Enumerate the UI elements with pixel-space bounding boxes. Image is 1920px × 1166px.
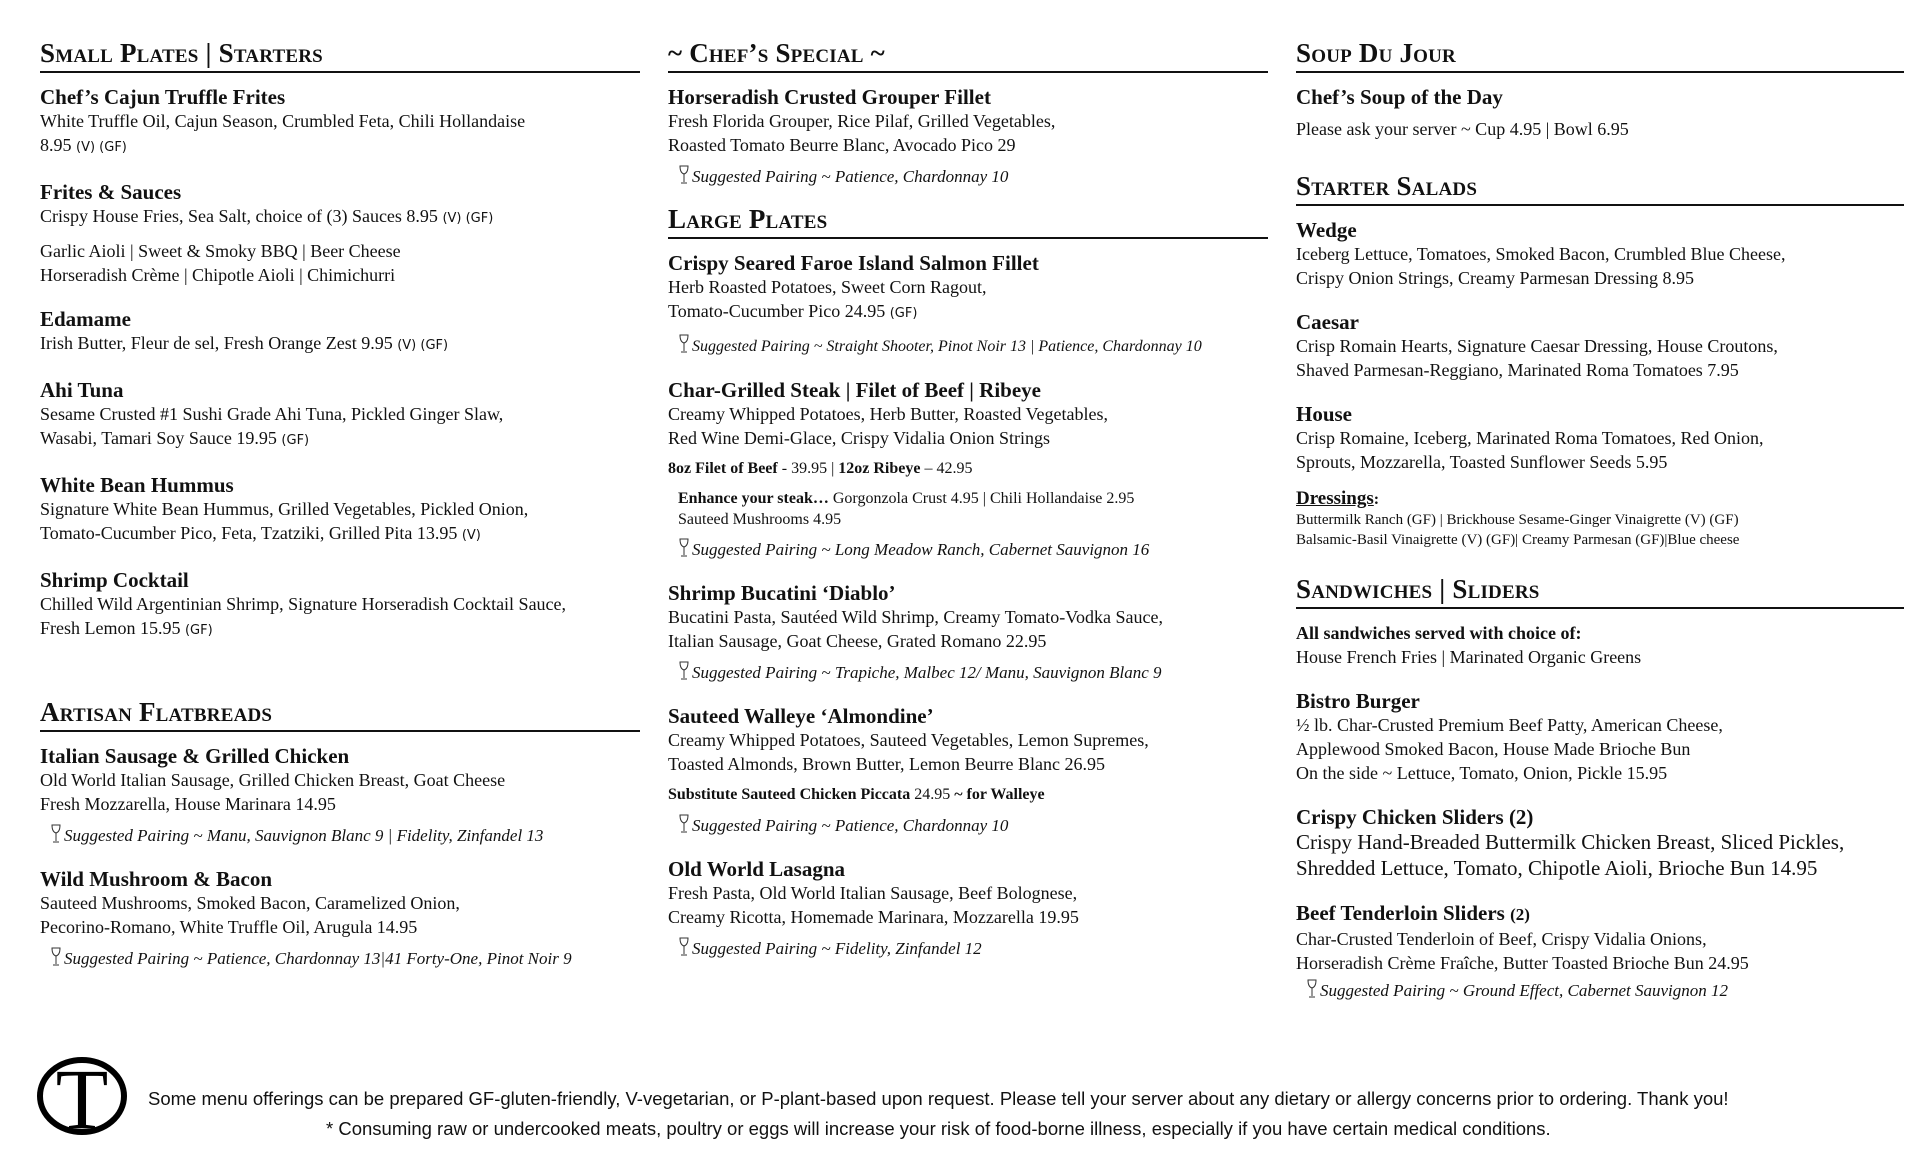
item-name: Chef’s Cajun Truffle Frites — [40, 85, 286, 109]
item-description: Crisp Romaine, Iceberg, Marinated Roma Tomatoes, Red Onion, — [1296, 428, 1764, 448]
menu-item — [1296, 218, 1904, 290]
item-name: Wild Mushroom & Bacon — [40, 867, 273, 891]
item-name: Ahi Tuna — [40, 378, 124, 402]
item-description: Old World Italian Sausage, Grilled Chicken Breast, Goat Cheese — [40, 770, 506, 790]
menu-item — [1296, 85, 1904, 141]
sauce-options: Horseradish Crème | Chipotle Aioli | Chimichurri — [40, 265, 396, 285]
dressings-list: Balsamic-Basil Vinaigrette (V) (GF)| Creamy Parmesan (GF)|Blue cheese — [1296, 532, 1740, 548]
menu-item — [40, 568, 640, 643]
sandwich-intro — [1296, 621, 1904, 669]
menu-item — [668, 857, 1268, 960]
wine-glass-icon — [678, 937, 690, 957]
item-name: Shrimp Cocktail — [40, 568, 189, 592]
menu-item — [40, 180, 640, 287]
wine-pairing: Suggested Pairing ~ Ground Effect, Cabernet Sauvignon 12 — [1306, 979, 1904, 1002]
column-middle — [668, 38, 1268, 980]
steak-enhancements: Sauteed Mushrooms 4.95 — [678, 511, 842, 528]
item-description — [40, 616, 640, 643]
item-description: Char-Crusted Tenderloin of Beef, Crispy Vidalia Onions, — [1296, 929, 1707, 949]
item-description: Toasted Almonds, Brown Butter, Lemon Beurre Blanc 26.95 — [668, 754, 1105, 774]
sides-options: House French Fries | Marinated Organic Greens — [1296, 647, 1642, 667]
substitution-option: Substitute Sauteed Chicken Piccata 24.95 ~ for Walleye — [668, 786, 1045, 803]
sauce-options: Garlic Aioli | Sweet & Smoky BBQ | Beer Cheese — [40, 241, 401, 261]
menu-item — [1296, 689, 1904, 785]
item-name: Frites & Sauces — [40, 180, 182, 204]
item-name: Old World Lasagna — [668, 857, 846, 881]
dietary-note: Some menu offerings can be prepared GF-gluten-friendly, V-vegetarian, or P-plant-based upon request. Please tell your server about any dietary or allergy concerns prior to ordering. Thank you! — [148, 1088, 1729, 1109]
item-description-text: Tomato-Cucumber Pico, Feta, Tzatziki, Grilled Pita 13.95 — [40, 523, 462, 543]
menu-item — [668, 251, 1268, 358]
section-title-flatbreads: Artisan Flatbreads — [40, 697, 640, 732]
item-description: Crispy Onion Strings, Creamy Parmesan Dressing 8.95 — [1296, 268, 1694, 288]
item-name: Beef Tenderloin Sliders (2) — [1296, 901, 1530, 925]
steak-options: 8oz Filet of Beef - 39.95 | 12oz Ribeye – 42.95 — [668, 460, 973, 477]
item-description-text: Irish Butter, Fleur de sel, Fresh Orange Zest 9.95 — [40, 333, 398, 353]
wine-glass-icon — [678, 814, 690, 834]
dietary-tags: (GF) — [889, 306, 918, 321]
item-description — [40, 331, 640, 358]
item-name: House — [1296, 402, 1353, 426]
item-description: Italian Sausage, Goat Cheese, Grated Romano 22.95 — [668, 631, 1047, 651]
item-name: Caesar — [1296, 310, 1359, 334]
item-description: Fresh Florida Grouper, Rice Pilaf, Grilled Vegetables, — [668, 111, 1056, 131]
item-name: Italian Sausage & Grilled Chicken — [40, 744, 350, 768]
item-description: Creamy Ricotta, Homemade Marinara, Mozzarella 19.95 — [668, 907, 1079, 927]
item-name: Wedge — [1296, 218, 1357, 242]
menu-item — [40, 307, 640, 358]
item-name: Edamame — [40, 307, 131, 331]
item-description: Sprouts, Mozzarella, Toasted Sunflower Seeds 5.95 — [1296, 452, 1668, 472]
dressings-list: Buttermilk Ranch (GF) | Brickhouse Sesame-Ginger Vinaigrette (V) (GF) — [1296, 512, 1739, 528]
dressings-label: Dressings: — [1296, 488, 1380, 509]
section-title-soup: Soup Du Jour — [1296, 38, 1904, 73]
item-description: Please ask your server ~ Cup 4.95 | Bowl 6.95 — [1296, 119, 1629, 139]
steak-enhancements: Enhance your steak… Gorgonzola Crust 4.95 | Chili Hollandaise 2.95 — [678, 490, 1135, 507]
item-description: Horseradish Crème Fraîche, Butter Toasted Brioche Bun 24.95 — [1296, 953, 1749, 973]
item-name: Sauteed Walleye ‘Almondine’ — [668, 704, 934, 728]
item-description-text: Crispy House Fries, Sea Salt, choice of (3) Sauces 8.95 — [40, 206, 443, 226]
menu-item — [40, 867, 640, 970]
menu-item — [668, 704, 1268, 837]
column-right — [1296, 38, 1904, 1022]
restaurant-logo — [34, 1054, 130, 1138]
item-description — [668, 299, 1268, 326]
menu-item — [668, 85, 1268, 188]
menu-item — [1296, 901, 1904, 1002]
section-title-large-plates: Large Plates — [668, 204, 1268, 239]
item-description: Iceberg Lettuce, Tomatoes, Smoked Bacon, Crumbled Blue Cheese, — [1296, 244, 1786, 264]
item-price: 8.95 — [40, 135, 76, 155]
section-title-chefs-special: ~ Chef’s Special ~ — [668, 38, 1268, 73]
dietary-tags: (GF) — [281, 433, 310, 448]
menu-item — [40, 744, 640, 847]
item-description: Herb Roasted Potatoes, Sweet Corn Ragout, — [668, 277, 987, 297]
menu-item — [40, 85, 640, 160]
wine-pairing: Suggested Pairing ~ Manu, Sauvignon Blanc 9 | Fidelity, Zinfandel 13 — [50, 824, 640, 847]
menu-item — [1296, 805, 1904, 881]
item-description-text: Fresh Lemon 15.95 — [40, 618, 185, 638]
dressings — [1296, 488, 1904, 550]
item-description: Red Wine Demi-Glace, Crispy Vidalia Onion Strings — [668, 428, 1050, 448]
item-name: Crispy Chicken Sliders (2) — [1296, 805, 1534, 829]
wine-pairing: Suggested Pairing ~ Patience, Chardonnay 13|41 Forty-One, Pinot Noir 9 — [50, 947, 640, 970]
item-description: Shaved Parmesan-Reggiano, Marinated Roma Tomatoes 7.95 — [1296, 360, 1739, 380]
svg-text:T: T — [55, 1054, 109, 1138]
wine-glass-icon — [678, 661, 690, 681]
item-description — [40, 426, 640, 453]
consumer-advisory: * Consuming raw or undercooked meats, poultry or eggs will increase your risk of food-borne illness, especially if you have certain medical conditions. — [326, 1118, 1551, 1139]
column-left — [40, 38, 640, 990]
menu-item — [1296, 310, 1904, 382]
wine-glass-icon — [50, 947, 62, 967]
item-description: Fresh Pasta, Old World Italian Sausage, Beef Bolognese, — [668, 883, 1078, 903]
item-description: Fresh Mozzarella, House Marinara 14.95 — [40, 794, 336, 814]
menu-item — [40, 378, 640, 453]
menu-item — [668, 378, 1268, 561]
item-description: ½ lb. Char-Crusted Premium Beef Patty, American Cheese, — [1296, 715, 1723, 735]
item-description: On the side ~ Lettuce, Tomato, Onion, Pickle 15.95 — [1296, 763, 1668, 783]
item-description: Roasted Tomato Beurre Blanc, Avocado Pico 29 — [668, 135, 1016, 155]
item-description: Chilled Wild Argentinian Shrimp, Signature Horseradish Cocktail Sauce, — [40, 594, 567, 614]
item-name: Chef’s Soup of the Day — [1296, 85, 1503, 109]
item-description — [40, 204, 640, 231]
wine-pairing: Suggested Pairing ~ Trapiche, Malbec 12/ Manu, Sauvignon Blanc 9 — [678, 661, 1268, 684]
section-title-sandwiches: Sandwiches | Sliders — [1296, 574, 1904, 609]
wine-pairing: Suggested Pairing ~ Patience, Chardonnay 10 — [678, 814, 1268, 837]
item-description: Shredded Lettuce, Tomato, Chipotle Aioli, Brioche Bun 14.95 — [1296, 856, 1818, 880]
item-description — [40, 521, 640, 548]
dietary-tags: (GF) — [184, 623, 213, 638]
wine-glass-icon — [678, 538, 690, 558]
wine-pairing: Suggested Pairing ~ Straight Shooter, Pinot Noir 13 | Patience, Chardonnay 10 — [678, 334, 1268, 358]
section-title-salads: Starter Salads — [1296, 171, 1904, 206]
footer — [0, 1050, 1920, 1160]
item-name: Char-Grilled Steak | Filet of Beef | Ribeye — [668, 378, 1041, 402]
item-description: Creamy Whipped Potatoes, Sauteed Vegetables, Lemon Supremes, — [668, 730, 1149, 750]
wine-pairing: Suggested Pairing ~ Fidelity, Zinfandel 12 — [678, 937, 1268, 960]
item-description: Sauteed Mushrooms, Smoked Bacon, Caramelized Onion, — [40, 893, 460, 913]
item-description: Crisp Romain Hearts, Signature Caesar Dressing, House Croutons, — [1296, 336, 1778, 356]
wine-glass-icon — [678, 334, 690, 354]
wine-pairing: Suggested Pairing ~ Long Meadow Ranch, Cabernet Sauvignon 16 — [678, 538, 1268, 561]
item-description: Creamy Whipped Potatoes, Herb Butter, Roasted Vegetables, — [668, 404, 1109, 424]
dietary-tags: (V) — [461, 528, 481, 543]
item-description: Signature White Bean Hummus, Grilled Vegetables, Pickled Onion, — [40, 499, 529, 519]
item-name: White Bean Hummus — [40, 473, 234, 497]
sides-heading: All sandwiches served with choice of: — [1296, 623, 1582, 643]
dietary-tags: (V) (GF) — [442, 211, 494, 226]
menu-item — [1296, 402, 1904, 474]
item-description: Bucatini Pasta, Sautéed Wild Shrimp, Creamy Tomato-Vodka Sauce, — [668, 607, 1163, 627]
item-description: Pecorino-Romano, White Truffle Oil, Arugula 14.95 — [40, 917, 418, 937]
item-description: Applewood Smoked Bacon, House Made Brioche Bun — [1296, 739, 1691, 759]
section-title-small-plates: Small Plates | Starters — [40, 38, 640, 73]
item-name: Bistro Burger — [1296, 689, 1420, 713]
item-name: Horseradish Crusted Grouper Fillet — [668, 85, 991, 109]
wine-glass-icon — [50, 824, 62, 844]
wine-glass-icon — [1306, 979, 1318, 999]
item-name: Crispy Seared Faroe Island Salmon Fillet — [668, 251, 1039, 275]
item-description: White Truffle Oil, Cajun Season, Crumbled Feta, Chili Hollandaise — [40, 111, 526, 131]
menu-item — [668, 581, 1268, 684]
item-description: Sesame Crusted #1 Sushi Grade Ahi Tuna, Pickled Ginger Slaw, — [40, 404, 504, 424]
dietary-tags: (V) (GF) — [397, 338, 449, 353]
item-description — [40, 133, 640, 160]
item-description: Crispy Hand-Breaded Buttermilk Chicken Breast, Sliced Pickles, — [1296, 830, 1845, 854]
dietary-tags: (V) (GF) — [76, 140, 127, 155]
item-name: Shrimp Bucatini ‘Diablo’ — [668, 581, 896, 605]
menu-item — [40, 473, 640, 548]
wine-glass-icon — [678, 165, 690, 185]
item-description-text: Tomato-Cucumber Pico 24.95 — [668, 301, 890, 321]
wine-pairing: Suggested Pairing ~ Patience, Chardonnay 10 — [678, 165, 1268, 188]
item-description-text: Wasabi, Tamari Soy Sauce 19.95 — [40, 428, 282, 448]
